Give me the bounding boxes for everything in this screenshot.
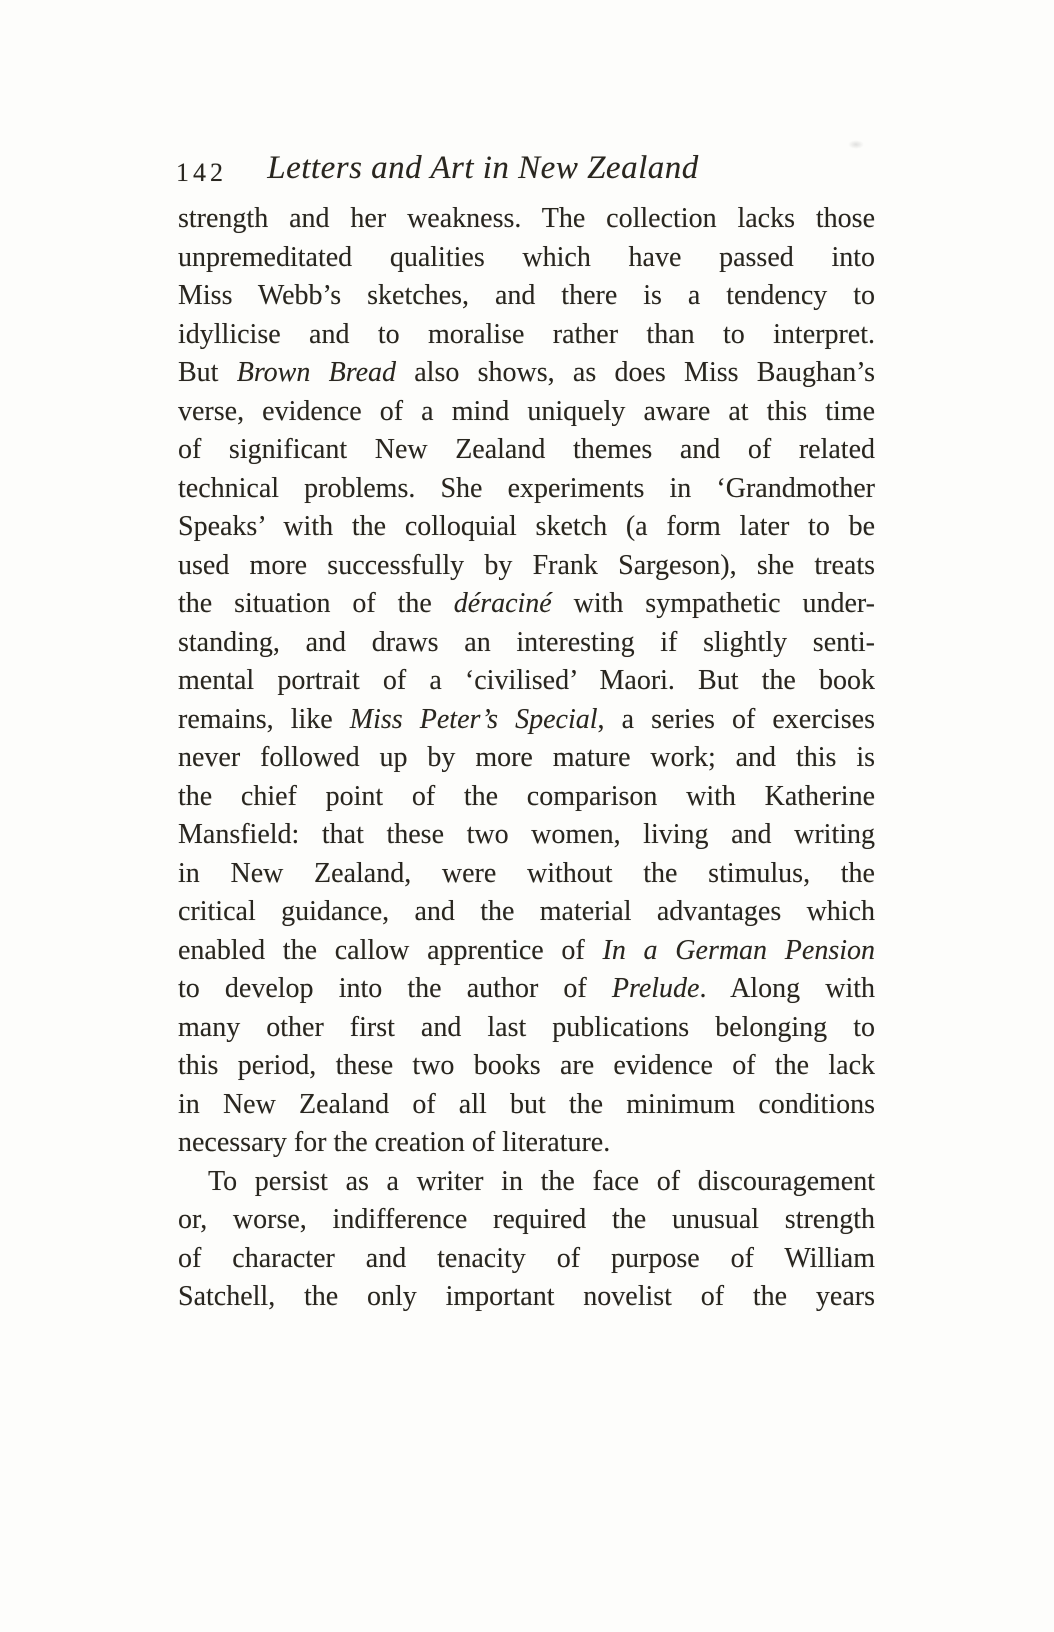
text-line (178, 701, 875, 740)
text-line (178, 893, 875, 932)
text-line (178, 547, 875, 586)
text-line (178, 431, 875, 470)
italic-text-segment: Prelude (611, 973, 700, 1004)
text-segment: or, worse, indifference required the unusual strength (178, 1204, 875, 1235)
italic-text-segment: Miss Peter’s Special (349, 703, 598, 735)
text-segment: To persist as a writer in the face of discouragement (208, 1165, 875, 1197)
text-line (178, 316, 875, 355)
text-segment: necessary for the creation of literature. (178, 1127, 611, 1158)
text-line (178, 1163, 875, 1202)
text-line (178, 585, 875, 624)
text-line (178, 778, 875, 817)
body-text (178, 200, 875, 1317)
text-segment: of significant New Zealand themes and of related (178, 434, 875, 465)
text-segment: enabled the callow apprentice of (178, 934, 603, 966)
text-line (178, 200, 875, 239)
text-line (178, 624, 875, 663)
text-line (178, 277, 875, 316)
text-segment: the chief point of the comparison with Katherine (178, 780, 875, 812)
text-line (178, 1201, 875, 1240)
text-segment: remains, like (178, 703, 350, 735)
text-segment: Satchell, the only important novelist of the years (178, 1281, 875, 1312)
text-line (178, 739, 875, 778)
text-segment: But (178, 357, 237, 388)
text-segment: in New Zealand, were without the stimulus, the (178, 857, 875, 889)
text-line (178, 816, 875, 855)
text-segment: also shows, as does Miss Baughan’s (396, 357, 875, 388)
text-line (178, 932, 875, 971)
text-line (178, 1047, 875, 1086)
text-segment: , a series of exercises (597, 703, 875, 735)
italic-text-segment: Brown Bread (236, 357, 396, 388)
text-segment: to develop into the author of (178, 973, 612, 1004)
text-segment: never followed up by more mature work; and this is (178, 742, 875, 773)
text-segment: unpremeditated qualities which have passed into (178, 241, 875, 273)
italic-text-segment: déraciné (453, 588, 552, 619)
text-line (178, 855, 875, 894)
text-segment: of character and tenacity of purpose of William (178, 1242, 875, 1274)
text-segment: mental portrait of a ‘civilised’ Maori. But the book (178, 665, 875, 696)
text-segment: Mansfield: that these two women, living and writing (178, 819, 875, 850)
text-line (178, 1124, 875, 1163)
text-line (178, 1086, 875, 1125)
text-segment: this period, these two books are evidence of the lack (178, 1050, 875, 1081)
text-segment: standing, and draws an interesting if slightly senti- (178, 626, 875, 658)
italic-text-segment: In a German Pension (602, 934, 875, 966)
text-segment: idyllicise and to moralise rather than to interpret. (178, 318, 875, 350)
text-segment: verse, evidence of a mind uniquely aware at this time (178, 395, 875, 427)
page-header (178, 148, 875, 200)
text-segment: the situation of the (178, 588, 454, 619)
text-segment: strength and her weakness. The collection lacks those (178, 203, 875, 234)
text-segment: with sympathetic under- (551, 588, 876, 619)
text-line (178, 970, 875, 1009)
running-title: Letters and Art in New Zealand (267, 150, 699, 186)
text-line (178, 239, 875, 278)
text-block (176, 148, 876, 1312)
text-segment: critical guidance, and the material advantages which (178, 896, 875, 927)
page-number: 142 (176, 158, 227, 187)
text-line (178, 393, 875, 432)
text-segment: . Along with (699, 973, 875, 1004)
text-line (178, 1009, 875, 1048)
text-segment: used more successfully by Frank Sargeson), she treats (178, 549, 875, 581)
text-line (178, 354, 875, 393)
text-line (178, 662, 875, 701)
text-segment: Speaks’ with the colloquial sketch (a form later to be (178, 511, 875, 542)
text-segment: Miss Webb’s sketches, and there is a tendency to (178, 280, 875, 311)
text-line (178, 1278, 875, 1317)
text-segment: technical problems. She experiments in ‘Grandmother (178, 472, 875, 504)
text-line (178, 508, 875, 547)
text-line (178, 470, 875, 509)
text-line (178, 1240, 875, 1279)
text-segment: many other first and last publications belonging to (178, 1011, 875, 1043)
text-segment: in New Zealand of all but the minimum conditions (178, 1088, 875, 1120)
